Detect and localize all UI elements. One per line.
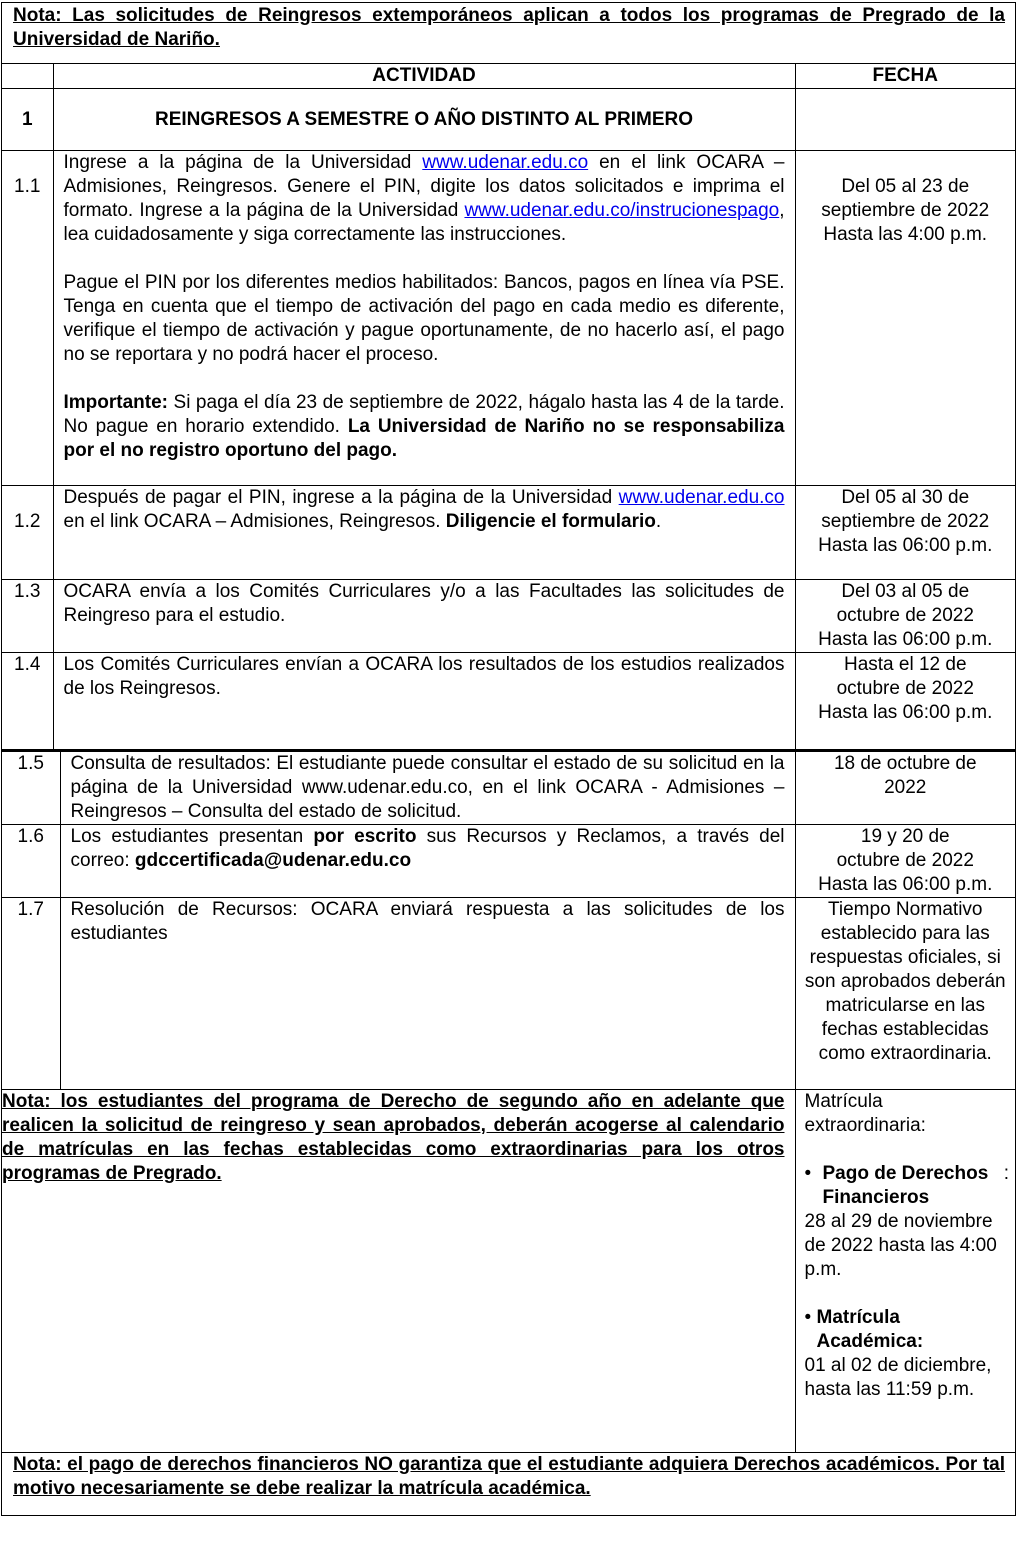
row-activity: Resolución de Recursos: OCARA enviará respuesta a las solicitudes de los estudiantes: [60, 898, 795, 1090]
table-row: [2, 580, 1015, 653]
table-row: [2, 751, 1015, 825]
bullet-icon: •: [804, 1307, 812, 1328]
row-activity: Después de pagar el PIN, ingrese a la página de la Universidad www.udenar.edu.co en el link OCARA – Admisiones, Reingresos. Diligencie el formulario.: [53, 486, 795, 580]
header-num: [2, 64, 53, 89]
row-fecha: 19 y 20 de octubre de 2022 Hasta las 06:00 p.m.: [795, 825, 1015, 898]
schedule-document: [1, 2, 1016, 1516]
row-activity: Los Comités Curriculares envían a OCARA los resultados de los estudios realizados de los Reingresos.: [53, 653, 795, 750]
section-number: 1: [2, 89, 53, 151]
udenar-link[interactable]: www.udenar.edu.co: [422, 152, 589, 173]
bottom-note: Nota: el pago de derechos financieros NO garantiza que el estudiante adquiera Derechos académicos. Por tal motivo necesariamente se debe realizar la matrícula académica.: [13, 1453, 1005, 1499]
paragraph: Importante: Si paga el día 23 de septiembre de 2022, hágalo hasta las 4 de la tarde. No pague en horario extendido. La Universidad de Nariño no se responsabiliza por el no registro oportuno del pago.: [63, 392, 785, 461]
row-number: 1.4: [2, 653, 53, 750]
row-number: 1.5: [2, 751, 60, 825]
schedule-table-continued: [2, 750, 1015, 1090]
derecho-note: Nota: los estudiantes del programa de Derecho de segundo año en adelante que realicen la solicitud de reingreso y sean aprobados, deberán acogerse al calendario de matrículas en las fechas establecidas como extraordinarias para los otros programas de Pregrado.: [2, 1090, 795, 1452]
row-activity: Los estudiantes presentan por escrito sus Recursos y Reclamos, a través del correo: gdccertificada@udenar.edu.co: [60, 825, 795, 898]
row-number: 1.3: [2, 580, 53, 653]
matricula-title: Matrícula extraordinaria:: [804, 1091, 926, 1136]
matricula-extraordinaria: [795, 1090, 1015, 1452]
row-fecha: Del 05 al 30 de septiembre de 2022 Hasta las 06:00 p.m.: [795, 486, 1015, 580]
table-header: [2, 64, 1015, 89]
header-fecha: FECHA: [795, 64, 1015, 89]
table-row: [2, 898, 1015, 1090]
section-title: REINGRESOS A SEMESTRE O AÑO DISTINTO AL PRIMERO: [53, 89, 795, 151]
table-row: [2, 486, 1015, 580]
bullet-icon: •: [804, 1163, 812, 1184]
bullet-pago: • Pago de Derechos Financieros :: [804, 1163, 1009, 1208]
row-fecha: Del 03 al 05 de octubre de 2022 Hasta las 06:00 p.m.: [795, 580, 1015, 653]
bullet-matricula-text: 01 al 02 de diciembre, hasta las 11:59 p.m.: [804, 1355, 992, 1400]
schedule-table: [2, 64, 1015, 750]
row-activity: Consulta de resultados: El estudiante puede consultar el estado de su solicitud en la página de la Universidad www.udenar.edu.co, en el link OCARA - Admisiones – Reingresos – Consulta del estado de solicitud.: [60, 751, 795, 825]
derecho-note-row: [2, 1090, 1015, 1452]
paragraph: Pague el PIN por los diferentes medios habilitados: Bancos, pagos en línea vía PSE. Tenga en cuenta que el tiempo de activación del pago en cada medio es diferente, verifique el tiempo de activación y pague oportunamente, de no hacerlo así, el pago no se reportara y no podrá hacer el proceso.: [63, 272, 785, 365]
row-number: 1.1: [2, 151, 53, 486]
table-row: [2, 151, 1015, 486]
row-fecha: Del 05 al 23 de septiembre de 2022 Hasta las 4:00 p.m.: [795, 151, 1015, 486]
row-number: 1.2: [2, 486, 53, 580]
row-fecha: Hasta el 12 de octubre de 2022 Hasta las 06:00 p.m.: [795, 653, 1015, 750]
paragraph: Ingrese a la página de la Universidad www.udenar.edu.co en el link OCARA – Admisiones, Reingresos. Genere el PIN, digite los datos solicitados e imprima el formato. Ingrese a la página de la Universidad www.udenar.edu.co/instrucionespago, lea cuidadosamente y siga correctamente las instrucciones.: [63, 152, 785, 245]
derecho-note-table: [2, 1090, 1015, 1453]
top-note: Nota: Las solicitudes de Reingresos extemporáneos aplican a todos los programas de Pregrado de la Universidad de Nariño.: [2, 3, 1015, 64]
row-fecha: 18 de octubre de 2022: [795, 751, 1015, 825]
udenar-link[interactable]: www.udenar.edu.co: [618, 487, 785, 508]
header-actividad: ACTIVIDAD: [53, 64, 795, 89]
section-fecha: [795, 89, 1015, 151]
bullet-matricula: • Matrícula Académica:: [804, 1307, 924, 1352]
table-row: [2, 653, 1015, 750]
row-fecha: Tiempo Normativo establecido para las respuestas oficiales, si son aprobados deberán matricularse en las fechas establecidas como extraordinaria.: [795, 898, 1015, 1090]
row-number: 1.7: [2, 898, 60, 1090]
row-activity: OCARA envía a los Comités Curriculares y/o a las Facultades las solicitudes de Reingreso para el estudio.: [53, 580, 795, 653]
instrucciones-pago-link[interactable]: www.udenar.edu.co/instrucionespago: [464, 200, 780, 221]
table-row: [2, 825, 1015, 898]
row-number: 1.6: [2, 825, 60, 898]
row-activity: [53, 151, 795, 486]
bullet-pago-text: 28 al 29 de noviembre de 2022 hasta las 4:00 p.m.: [804, 1211, 997, 1280]
email-address: gdccertificada@udenar.edu.co: [134, 850, 412, 871]
section-row: [2, 89, 1015, 151]
